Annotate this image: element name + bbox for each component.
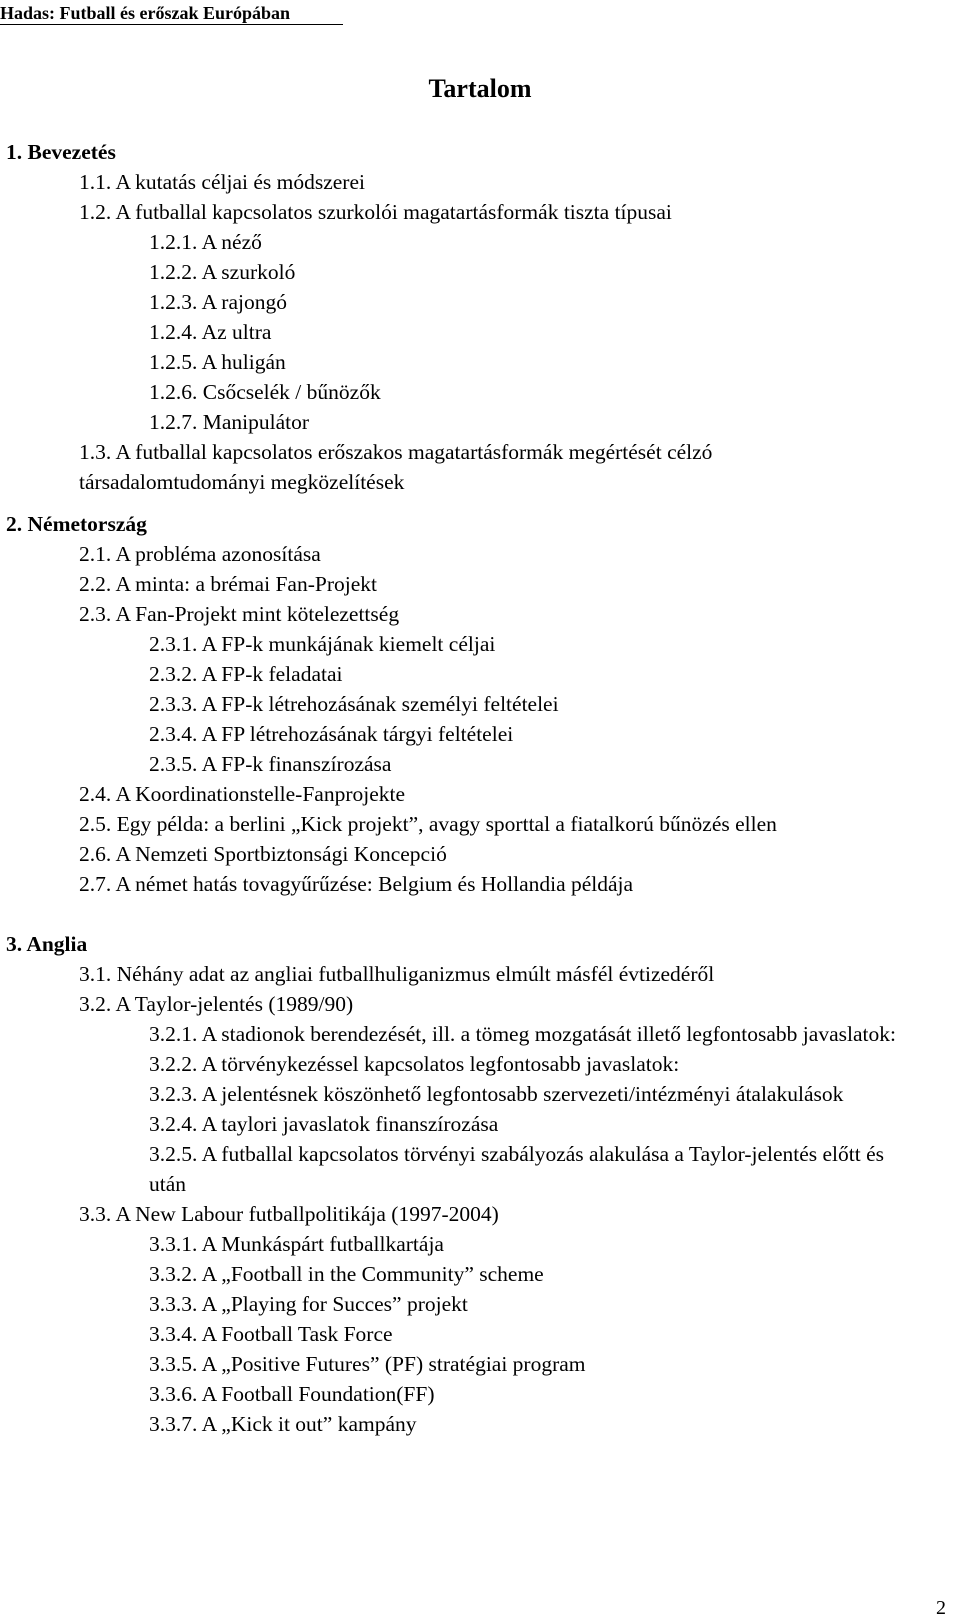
table-of-contents — [0, 137, 960, 1439]
section-gap — [0, 899, 960, 929]
toc-entry-2-1[interactable]: 2.1. A probléma azonosítása — [79, 542, 321, 566]
toc-entry-3-2[interactable]: 3.2. A Taylor-jelentés (1989/90) — [79, 992, 354, 1016]
toc-entry-3-2-4[interactable]: 3.2.4. A taylori javaslatok finanszírozása — [149, 1112, 499, 1136]
toc-entry-3-3-6[interactable]: 3.3.6. A Football Foundation(FF) — [149, 1382, 435, 1406]
toc-entry-2-3[interactable]: 2.3. A Fan-Projekt mint kötelezettség — [79, 602, 400, 626]
toc-entry-3-3[interactable]: 3.3. A New Labour futballpolitikája (1997-2004) — [79, 1202, 499, 1226]
toc-entry-1-2-3[interactable]: 1.2.3. A rajongó — [149, 290, 287, 314]
toc-entry-3-3-4[interactable]: 3.3.4. A Football Task Force — [149, 1322, 393, 1346]
toc-entry-3-3-5[interactable]: 3.3.5. A „Positive Futures” (PF) stratégiai program — [149, 1352, 586, 1376]
toc-entry-3-3-7[interactable]: 3.3.7. A „Kick it out” kampány — [149, 1412, 417, 1436]
toc-entry-1-2-6[interactable]: 1.2.6. Csőcselék / bűnözők — [149, 380, 381, 404]
toc-entry-1-2-5[interactable]: 1.2.5. A huligán — [149, 350, 286, 374]
toc-entry-1-2-2[interactable]: 1.2.2. A szurkoló — [149, 260, 296, 284]
toc-entry-3-2-5[interactable]: 3.2.5. A futballal kapcsolatos törvényi szabályozás alakulása a Taylor-jelentés előtt és után — [149, 1142, 885, 1196]
toc-entry-1-2-4[interactable]: 1.2.4. Az ultra — [149, 320, 272, 344]
toc-entry-2-3-4[interactable]: 2.3.4. A FP létrehozásának tárgyi feltételei — [149, 722, 514, 746]
toc-entry-1-3[interactable]: 1.3. A futballal kapcsolatos erőszakos magatartásformák megértését célzó társadalomtudományi megközelítések — [79, 440, 713, 494]
toc-chapter-3[interactable]: 3. Anglia — [6, 932, 88, 956]
toc-entry-2-6[interactable]: 2.6. A Nemzeti Sportbiztonsági Koncepció — [79, 842, 447, 866]
running-header: Hadas: Futball és erőszak Európában — [0, 0, 343, 25]
toc-entry-2-4[interactable]: 2.4. A Koordinationstelle-Fanprojekte — [79, 782, 406, 806]
toc-entry-1-1[interactable]: 1.1. A kutatás céljai és módszerei — [79, 170, 365, 194]
toc-entry-2-2[interactable]: 2.2. A minta: a brémai Fan-Projekt — [79, 572, 377, 596]
page-number: 2 — [936, 1597, 946, 1619]
toc-entry-2-3-1[interactable]: 2.3.1. A FP-k munkájának kiemelt céljai — [149, 632, 496, 656]
toc-entry-3-2-1[interactable]: 3.2.1. A stadionok berendezését, ill. a tömeg mozgatását illető legfontosabb javaslatok: — [149, 1022, 896, 1046]
toc-entry-2-3-3[interactable]: 2.3.3. A FP-k létrehozásának személyi feltételei — [149, 692, 559, 716]
toc-entry-1-2[interactable]: 1.2. A futballal kapcsolatos szurkolói magatartásformák tiszta típusai — [79, 200, 672, 224]
toc-entry-2-3-2[interactable]: 2.3.2. A FP-k feladatai — [149, 662, 343, 686]
toc-entry-3-1[interactable]: 3.1. Néhány adat az angliai futballhuliganizmus elmúlt másfél évtizedéről — [79, 962, 715, 986]
toc-entry-2-3-5[interactable]: 2.3.5. A FP-k finanszírozása — [149, 752, 392, 776]
toc-entry-1-2-7[interactable]: 1.2.7. Manipulátor — [149, 410, 310, 434]
section-gap — [0, 497, 960, 509]
toc-chapter-1[interactable]: 1. Bevezetés — [6, 140, 116, 164]
toc-entry-3-3-3[interactable]: 3.3.3. A „Playing for Succes” projekt — [149, 1292, 468, 1316]
page-title: Tartalom — [428, 74, 532, 103]
toc-entry-3-3-2[interactable]: 3.3.2. A „Football in the Community” scheme — [149, 1262, 544, 1286]
toc-entry-3-2-2[interactable]: 3.2.2. A törvénykezéssel kapcsolatos legfontosabb javaslatok: — [149, 1052, 680, 1076]
toc-entry-2-7[interactable]: 2.7. A német hatás tovagyűrűzése: Belgium és Hollandia példája — [79, 872, 634, 896]
toc-entry-2-5[interactable]: 2.5. Egy példa: a berlini „Kick projekt”, avagy sporttal a fiatalkorú bűnözés ellen — [79, 812, 777, 836]
toc-chapter-2[interactable]: 2. Németország — [6, 512, 147, 536]
toc-entry-3-2-3[interactable]: 3.2.3. A jelentésnek köszönhető legfontosabb szervezeti/intézményi átalakulások — [149, 1082, 844, 1106]
toc-entry-1-2-1[interactable]: 1.2.1. A néző — [149, 230, 262, 254]
toc-entry-3-3-1[interactable]: 3.3.1. A Munkáspárt futballkartája — [149, 1232, 444, 1256]
